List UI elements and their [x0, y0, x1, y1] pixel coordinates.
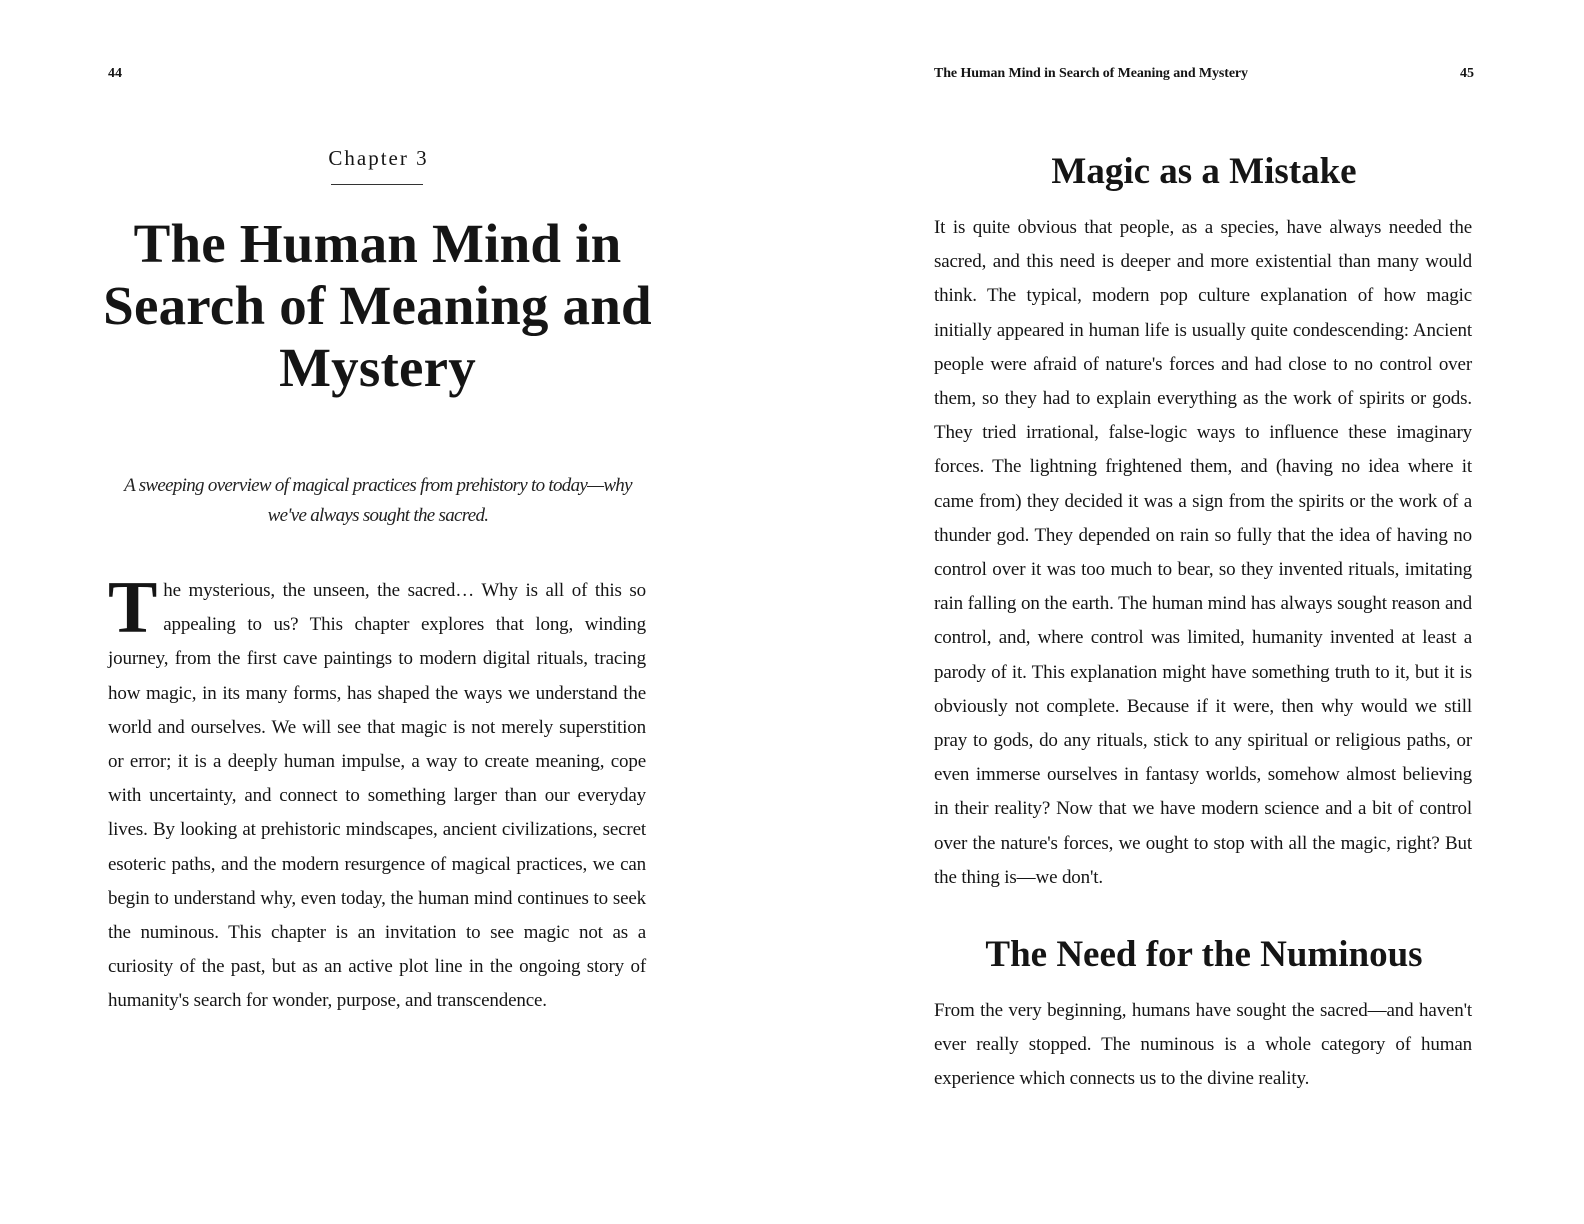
chapter-divider	[331, 184, 423, 185]
drop-cap: T	[108, 567, 158, 649]
intro-paragraph	[108, 567, 646, 1019]
intro-paragraph-text: he mysterious, the unseen, the sacred… Why is all of this so appealing to us? This chapter explores that long, winding journey, from the first cave paintings to modern digital rituals, tracing how magic, in its many forms, has shaped the ways we understand the world and ourselves. We will see that magic is not merely superstition or error; it is a deeply human impulse, a way to create meaning, cope with uncertainty, and connect to something larger than our everyday lives. By looking at prehistoric mindscapes, ancient civilizations, secret esoteric paths, and the modern resurgence of magical practices, we can begin to understand why, even today, the human mind continues to seek the numinous. This chapter is an invitation to see magic not as a curiosity of the past, but as an active plot line in the ongoing story of humanity's search for wonder, purpose, and transcendence.	[108, 580, 646, 1012]
chapter-label: Chapter 3	[328, 146, 429, 170]
chapter-epigraph: A sweeping overview of magical practices from prehistory to today—why we've always sought the sacred.	[124, 475, 632, 526]
section-heading-magic-as-a-mistake: Magic as a Mistake	[1051, 151, 1357, 192]
running-head: The Human Mind in Search of Meaning and Mystery	[934, 66, 1248, 81]
section-heading-need-for-numinous: The Need for the Numinous	[985, 934, 1423, 975]
section-paragraph-magic: It is quite obvious that people, as a species, have always needed the sacred, and this need is deeper and more existential than many would think. The typical, modern pop culture explanation of how magic initially appeared in human life is usually quite condescending: Ancient people were afraid of nature's forces and had close to no control over them, so they had to explain everything as the work of spirits or gods. They tried irrational, false-logic ways to influence these imaginary forces. The lightning frightened them, and (having no idea where it came from) they decided it was a sign from the spirits or the work of a thunder god. They depended on rain so fully that the idea of having no control over it was too much to bear, so they invented rituals, imitating rain falling on the earth. The human mind has always sought reason and control, and, where control was limited, humanity invented at least a parody of it. This explanation might have something truth to it, but it is obviously not complete. Because if it were, then why would we still pray to gods, do any rituals, stick to any spiritual or religious paths, or even immerse ourselves in fantasy worlds, somehow almost believing in their reality? Now that we have modern science and a bit of control over the nature's forces, we ought to stop with all the magic, right? But the thing is—we don't.	[934, 217, 1472, 888]
page-number-right: 45	[1460, 66, 1474, 81]
page-number-left: 44	[108, 66, 122, 81]
chapter-title: The Human Mind in Search of Meaning and Mystery	[103, 213, 652, 398]
section-paragraph-numinous: From the very beginning, humans have sought the sacred—and haven't ever really stopped. The numinous is a whole category of human experience which connects us to the divine reality.	[934, 1000, 1472, 1090]
right-page	[792, 0, 1584, 1224]
